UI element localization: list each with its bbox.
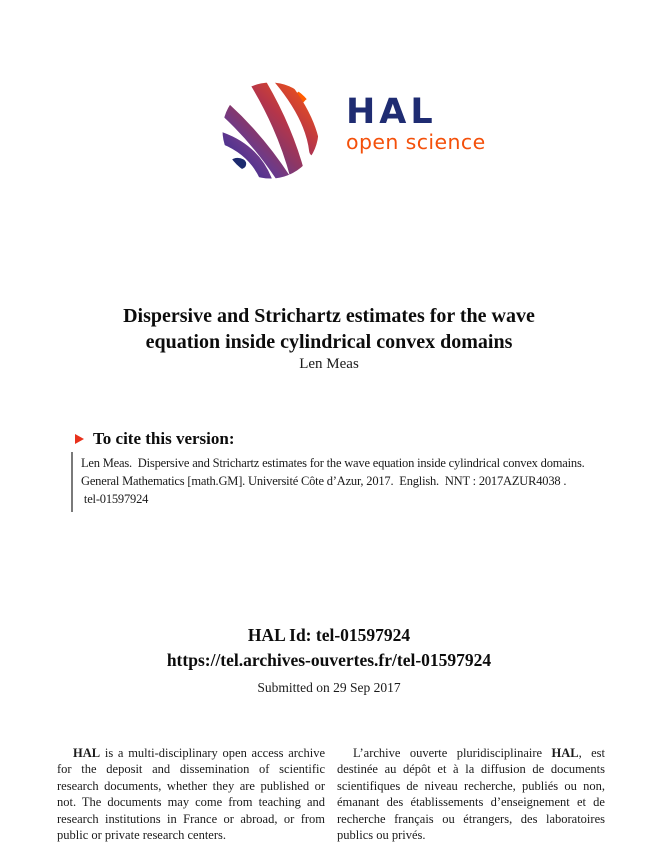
title-line-2: equation inside cylindrical convex domains bbox=[145, 331, 513, 353]
submitted-date: Submitted on 29 Sep 2017 bbox=[257, 680, 401, 695]
logo-stripes bbox=[222, 82, 315, 179]
hal-wordmark: HAL bbox=[346, 92, 437, 132]
hal-id: HAL Id: tel-01597924 bbox=[247, 625, 411, 645]
triangle-bullet-icon bbox=[75, 434, 84, 444]
citation-block bbox=[71, 452, 585, 512]
cite-heading-label: To cite this version: bbox=[93, 429, 235, 448]
logo-stripe-navy-blob bbox=[230, 163, 241, 168]
citation-line: Len Meas. Dispersive and Strichartz estimates for the wave equation inside cylindrical convex domains. bbox=[81, 456, 585, 470]
hal-logo bbox=[346, 92, 486, 154]
hal-tagline: open science bbox=[346, 130, 486, 154]
logo-stripe-orange-blob bbox=[300, 93, 311, 98]
document-title bbox=[0, 303, 658, 355]
footer-bold-hal: HAL bbox=[73, 746, 101, 760]
author-name: Len Meas bbox=[299, 356, 359, 372]
citation-line: General Mathematics [math.GM]. Université Côte d’Azur, 2017. English. NNT : 2017AZUR4038 . bbox=[81, 474, 567, 488]
footer-right-pre: L’archive ouverte pluridisciplinaire bbox=[353, 746, 552, 760]
footer-paragraph-french bbox=[337, 745, 605, 843]
citation-line: tel-01597924 bbox=[81, 492, 149, 506]
hal-url-link[interactable]: https://tel.archives-ouvertes.fr/tel-01597924 bbox=[166, 650, 492, 670]
footer-paragraph-english bbox=[57, 745, 325, 843]
footer-bold-hal: HAL bbox=[551, 746, 579, 760]
footer-left-text: is a multi-disciplinary open access archive for the deposit and dissemination of scientific research documents, whether they are published or not. The documents may come from teaching and research institutions in France or abroad, or from public or private research centers. bbox=[57, 746, 325, 843]
footer-right-post: , est destinée au dépôt et à la diffusion de documents scientifiques de niveau recherche, publiés ou non, émanant des établissements d’enseignement et de recherche français ou étrangers, des laboratoires publics ou privés. bbox=[337, 746, 605, 843]
footer-description bbox=[57, 745, 605, 843]
title-line-1: Dispersive and Strichartz estimates for the wave bbox=[123, 305, 535, 327]
hal-sphere-icon bbox=[222, 82, 319, 179]
cite-section-heading bbox=[75, 429, 235, 449]
